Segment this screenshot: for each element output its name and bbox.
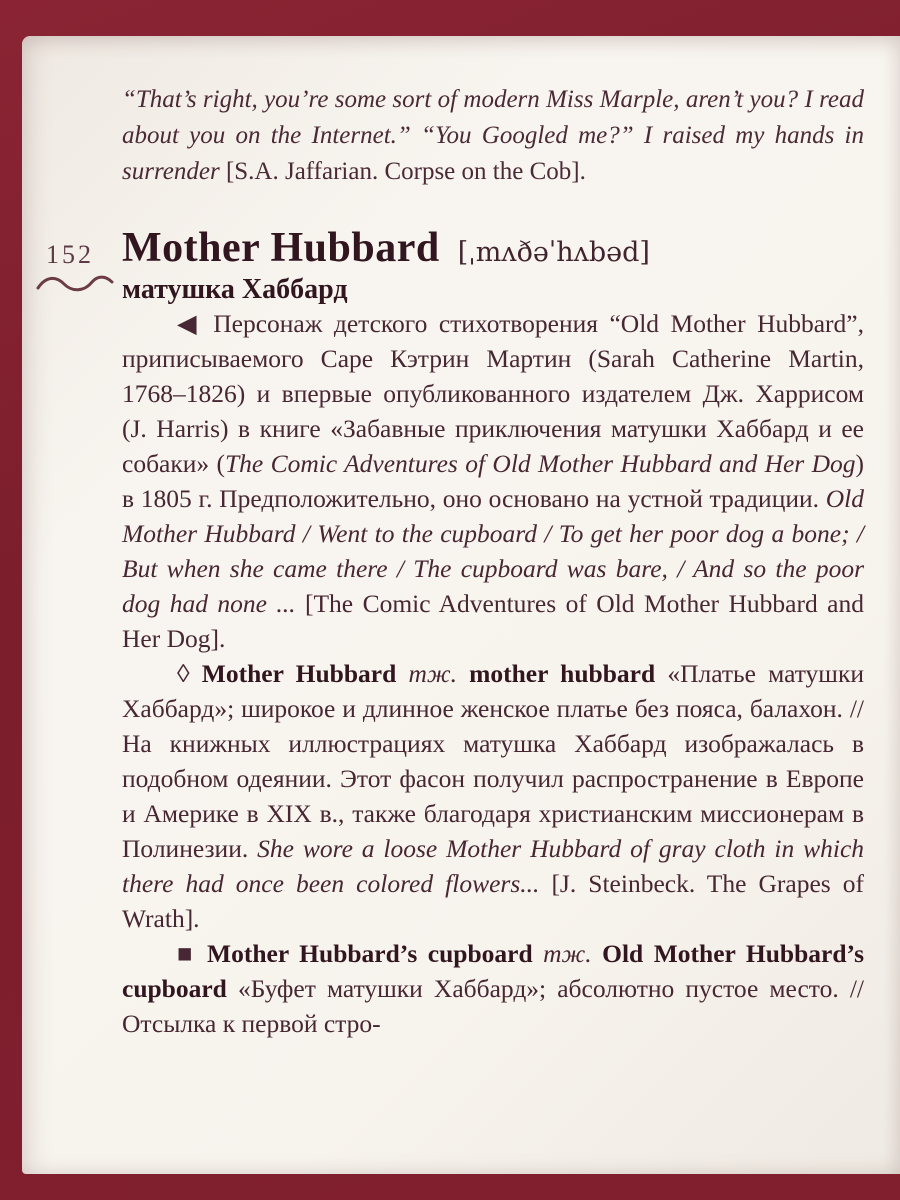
text-segment: ■ <box>177 939 208 968</box>
text-segment: Mother Hubbard’s cupboard <box>207 939 533 968</box>
margin-brace-decoration <box>32 272 118 298</box>
dictionary-entry <box>122 224 864 1041</box>
headword-line <box>122 224 864 272</box>
text-segment: тж. <box>532 939 603 968</box>
page-number <box>46 240 94 270</box>
text-segment: Old Mother Hubbard / Went to the cupboard / To get her poor dog a bone; / But when she came there / The cupboard was bare, / And so the poor dog had none ... <box>122 484 864 618</box>
opening-quote-paragraph <box>122 82 864 190</box>
text-segment: She wore a loose Mother Hubbard of gray cloth in which there had once been colored flowers... <box>122 834 865 898</box>
entry-phrase-cupboard-paragraph <box>122 936 864 1041</box>
entry-headword: Mother Hubbard <box>122 225 440 271</box>
text-segment: [The Comic Adventures of Old Mother Hubbard and Her Dog]. <box>122 589 864 653</box>
text-segment: Mother Hubbard <box>201 659 397 688</box>
text-column <box>122 82 864 1041</box>
text-segment: [J. Steinbeck. The Grapes of Wrath]. <box>122 869 864 933</box>
text-segment: ) в 1805 г. Предположительно, оно основано на устной традиции. <box>122 449 864 513</box>
page-number-text: 152 <box>46 240 94 269</box>
text-segment: «Буфет матушки Хаббард»; абсолютно пустое место. // Отсылка к первой стро- <box>122 974 864 1038</box>
text-segment: Old Mother Hubbard’s cupboard <box>122 939 864 1003</box>
text-segment: [S.A. Jaffarian. Corpse on the Cob]. <box>225 158 586 185</box>
text-segment: mother hubbard <box>469 659 656 688</box>
entry-translation: матушка Хаббард <box>122 274 348 305</box>
entry-etymology-paragraph <box>122 306 864 656</box>
text-segment: ◀ Персонаж детского стихотворения “Old Mother Hubbard”, приписываемого Саре Кэтрин Мартин (Sarah Catherine Martin, 1768–1826) и впервые опубликованного издателем Дж. Харрисом (J. Harris) в книге «Забавные приключения матушки Хаббард и ее собаки» ( <box>122 309 864 478</box>
book-page <box>22 36 900 1174</box>
text-segment: The Comic Adventures of Old Mother Hubbard and Her Dog <box>225 449 856 478</box>
text-segment: «Платье матушки Хаббард»; широкое и длинное женское платье без пояса, балахон. // На книжных иллюстрациях матушка Хаббард изображалась в подобном одеянии. Этот фасон получил распространение в Европе и Америке в XIX в., также благодаря христианским миссионерам в Полинезии. <box>122 659 864 863</box>
entry-sense-dress-paragraph <box>122 656 864 936</box>
entry-phonetic-transcription: [ˌmʌðəˈhʌbəd] <box>457 237 650 268</box>
text-segment: тж. <box>396 659 470 688</box>
text-segment: ◊ <box>177 659 202 688</box>
text-segment: “That’s right, you’re some sort of modern Miss Marple, aren’t you? I read about you on the Internet.” “You Googled me?” I raised my hands in surrender <box>122 86 864 185</box>
